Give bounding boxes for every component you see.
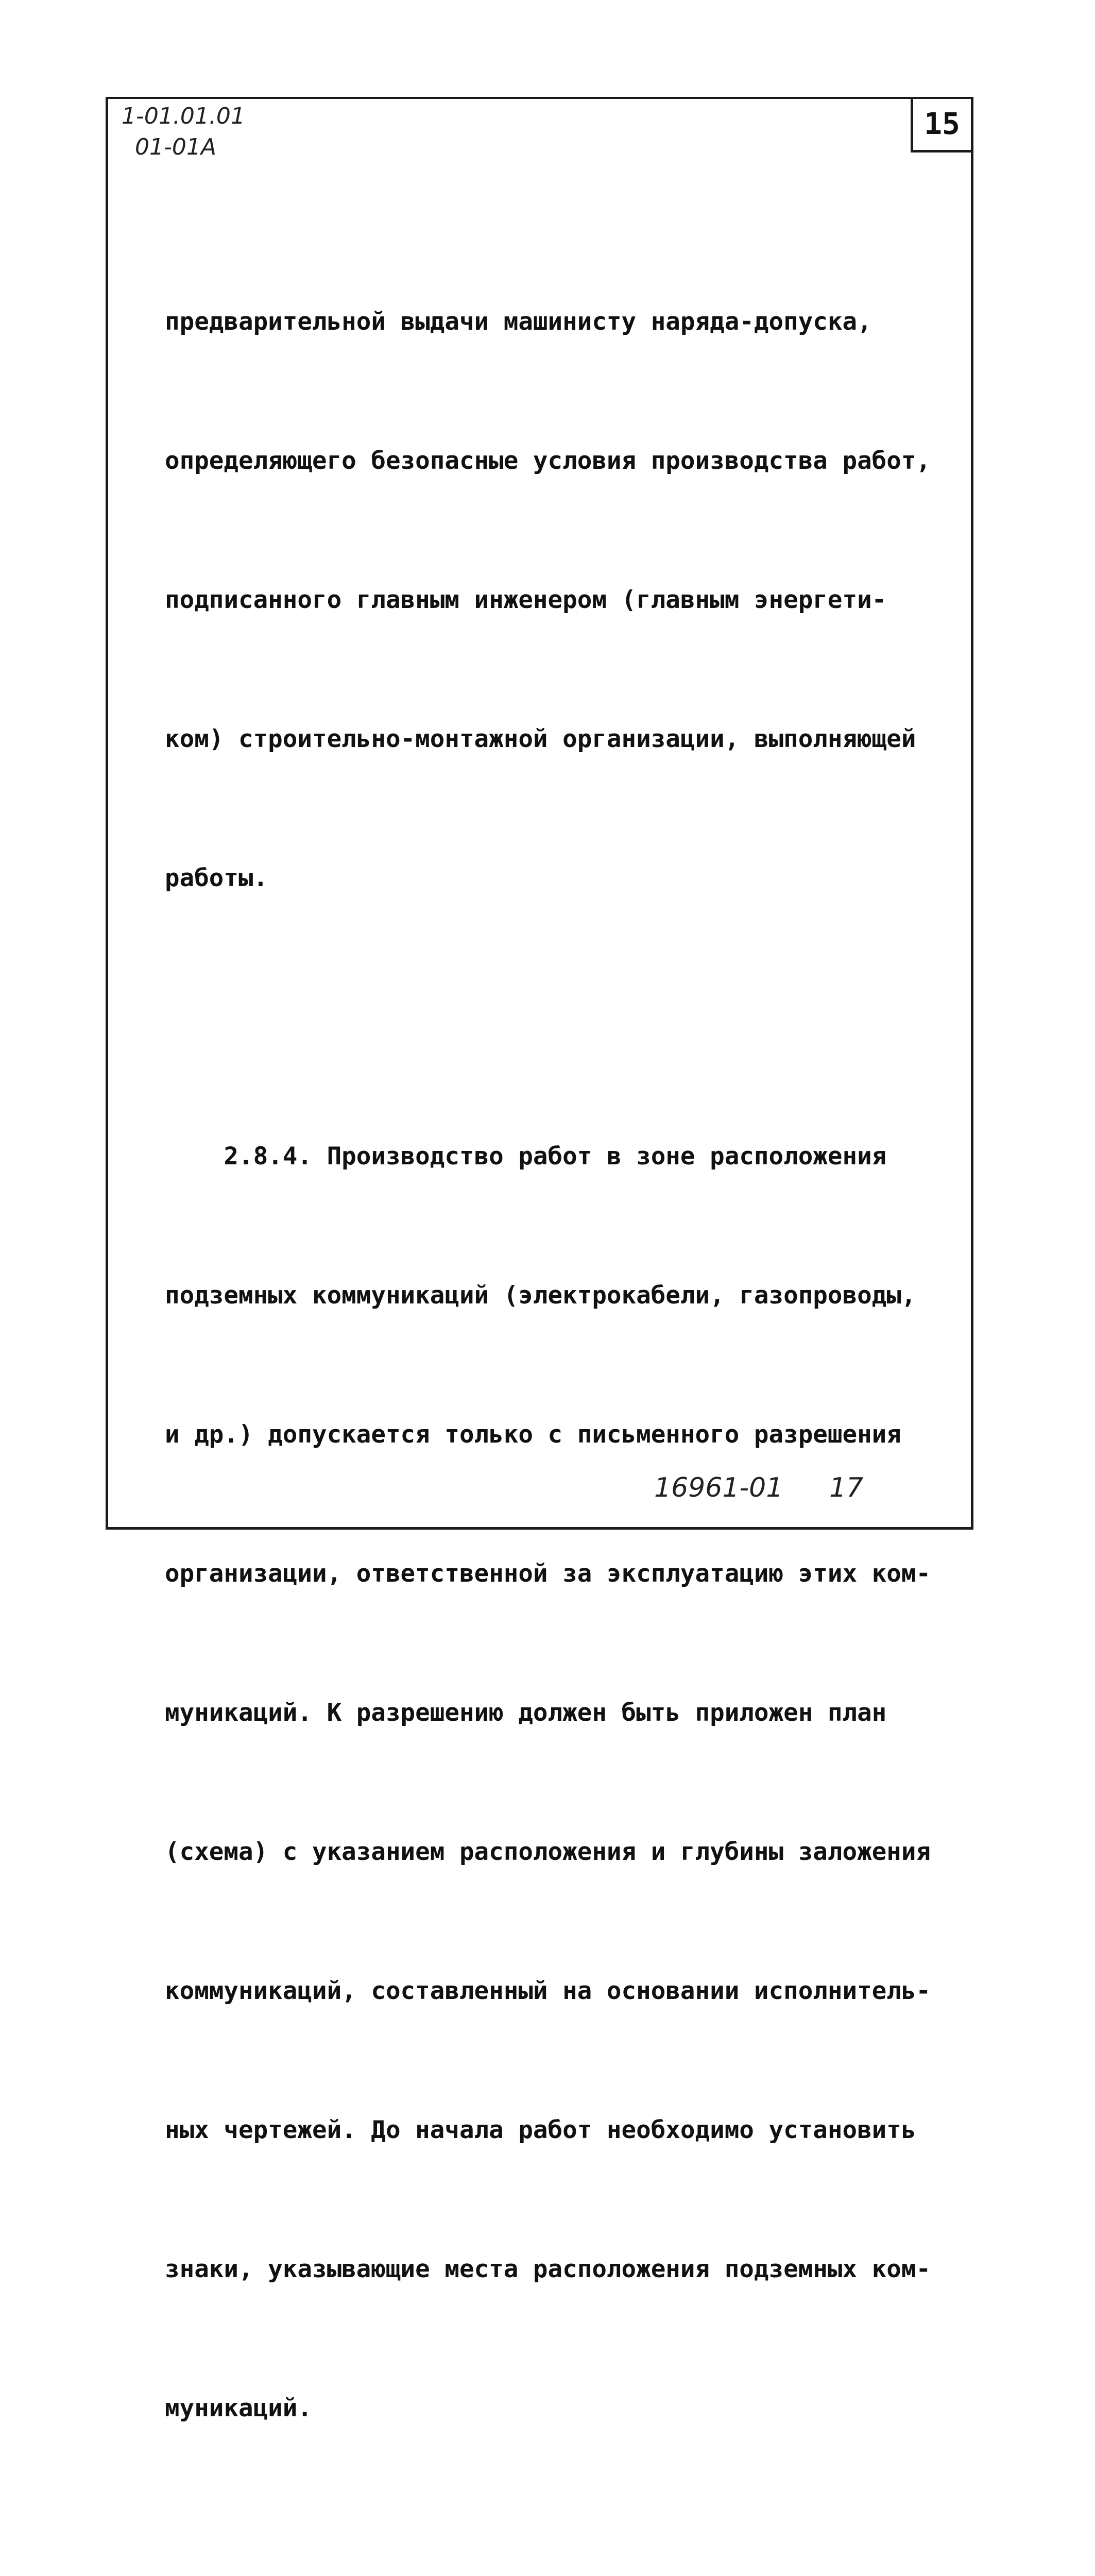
text-line: и др.) допускается только с письменного разрешения — [165, 1420, 901, 1449]
text-line: подземных коммуникаций (электрокабели, газопроводы, — [165, 1281, 916, 1310]
text-line: ных чертежей. До начала работ необходимо установить — [165, 2116, 916, 2144]
paragraph-2-8-5 — [165, 2571, 927, 2576]
frame-top-border — [106, 97, 971, 99]
body-text — [165, 206, 931, 2576]
footer-doc-number: 16961-01 — [654, 1472, 783, 1503]
text-line: подписанного главным инженером (главным энергети- — [165, 586, 887, 614]
frame-left-border — [106, 97, 108, 1529]
page-number: 15 — [924, 106, 960, 141]
text-line: ком) строительно-монтажной организации, выполняющей — [165, 725, 916, 753]
text-line: предварительной выдачи машинисту наряда-допуска, — [165, 308, 872, 336]
text-line: муникаций. — [165, 2394, 312, 2422]
page-number-box — [911, 97, 971, 152]
text-line: муникаций. К разрешению должен быть приложен план — [165, 1699, 887, 1727]
doc-code-line1: 1-01.01.01 — [122, 103, 245, 129]
text-line: организации, ответственной за эксплуатацию этих ком- — [165, 1560, 931, 1588]
text-line: знаки, указывающие места расположения подземных ком- — [165, 2255, 931, 2283]
text-line: коммуникаций, составленный на основании исполнитель- — [165, 1977, 931, 2005]
text-line: 2.8.4. Производство работ в зоне расположения — [165, 1142, 887, 1171]
doc-code-line2: 01-01А — [135, 134, 216, 160]
paragraph-continuation — [165, 206, 931, 994]
paragraph-2-8-4 — [165, 1041, 931, 2524]
frame-right-border — [971, 97, 973, 1529]
text-line: определяющего безопасные условия производства работ, — [165, 447, 931, 475]
footer-sheet-number: 17 — [829, 1472, 864, 1503]
text-line: (схема) с указанием расположения и глубины заложения — [165, 1838, 931, 1866]
text-line: работы. — [165, 864, 268, 892]
